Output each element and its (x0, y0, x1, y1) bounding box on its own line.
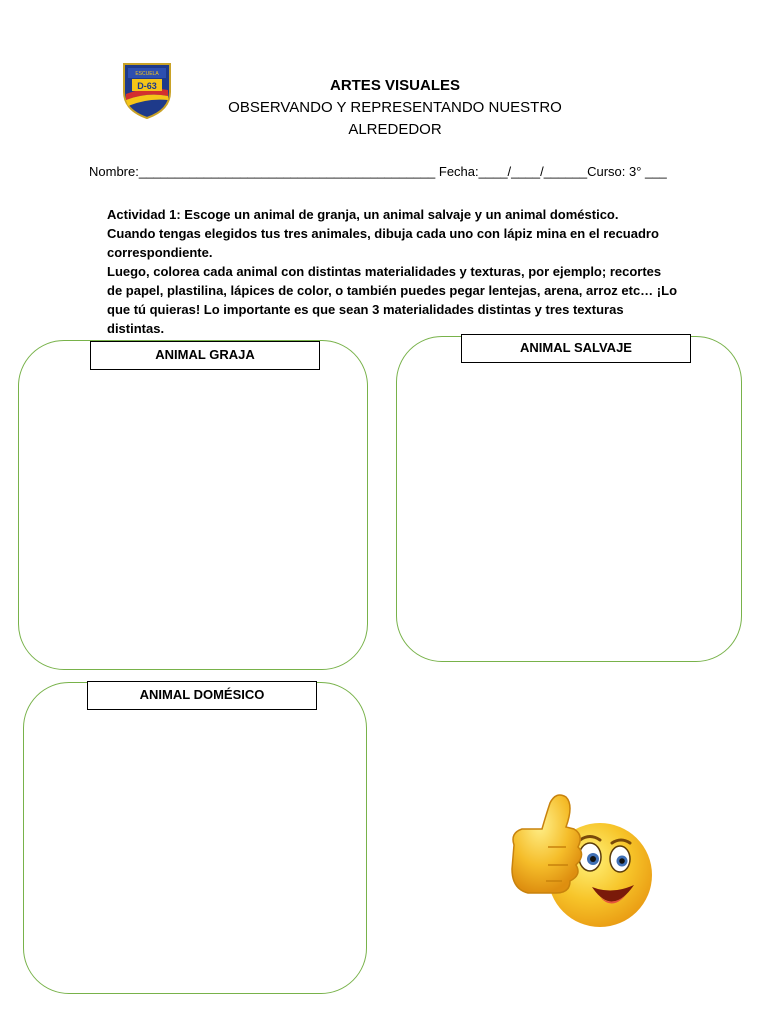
document-title: ARTES VISUALES (329, 77, 461, 94)
domestic-animal-drawing-box[interactable] (23, 682, 367, 994)
thumbs-up-smiley-icon (500, 785, 660, 945)
wild-animal-drawing-box[interactable] (396, 336, 742, 662)
student-info-line: Nombre:_________________________________________ Fecha:____/____/______Curso: 3° ___ (89, 164, 667, 179)
document-subtitle-line1: OBSERVANDO Y REPRESENTANDO NUESTRO (228, 99, 562, 116)
farm-animal-label: ANIMAL GRAJA (90, 341, 320, 370)
school-badge-text: D-63 (137, 81, 157, 91)
instruction-line-2: Cuando tengas elegidos tus tres animales, dibuja cada uno con lápiz mina en el recuadro correspondiente. (107, 226, 659, 260)
instruction-line-1: Actividad 1: Escoge un animal de granja, un animal salvaje y un animal doméstico. (107, 207, 619, 222)
svg-text:ESCUELA: ESCUELA (135, 71, 159, 77)
document-subtitle-line2: ALREDEDOR (348, 121, 442, 138)
wild-animal-label: ANIMAL SALVAJE (461, 334, 691, 363)
farm-animal-drawing-box[interactable] (18, 340, 368, 670)
domestic-animal-label: ANIMAL DOMÉSICO (87, 681, 317, 710)
instruction-line-3: Luego, colorea cada animal con distintas materialidades y texturas, por ejemplo; recortes de papel, plastilina, lápices de color, o también puedes pegar lentejas, arena, arroz etc… ¡Lo que tú quieras! Lo importante es que sean 3 materialidades distintas y tres texturas distintas. (107, 264, 678, 336)
activity-instructions (107, 205, 677, 338)
